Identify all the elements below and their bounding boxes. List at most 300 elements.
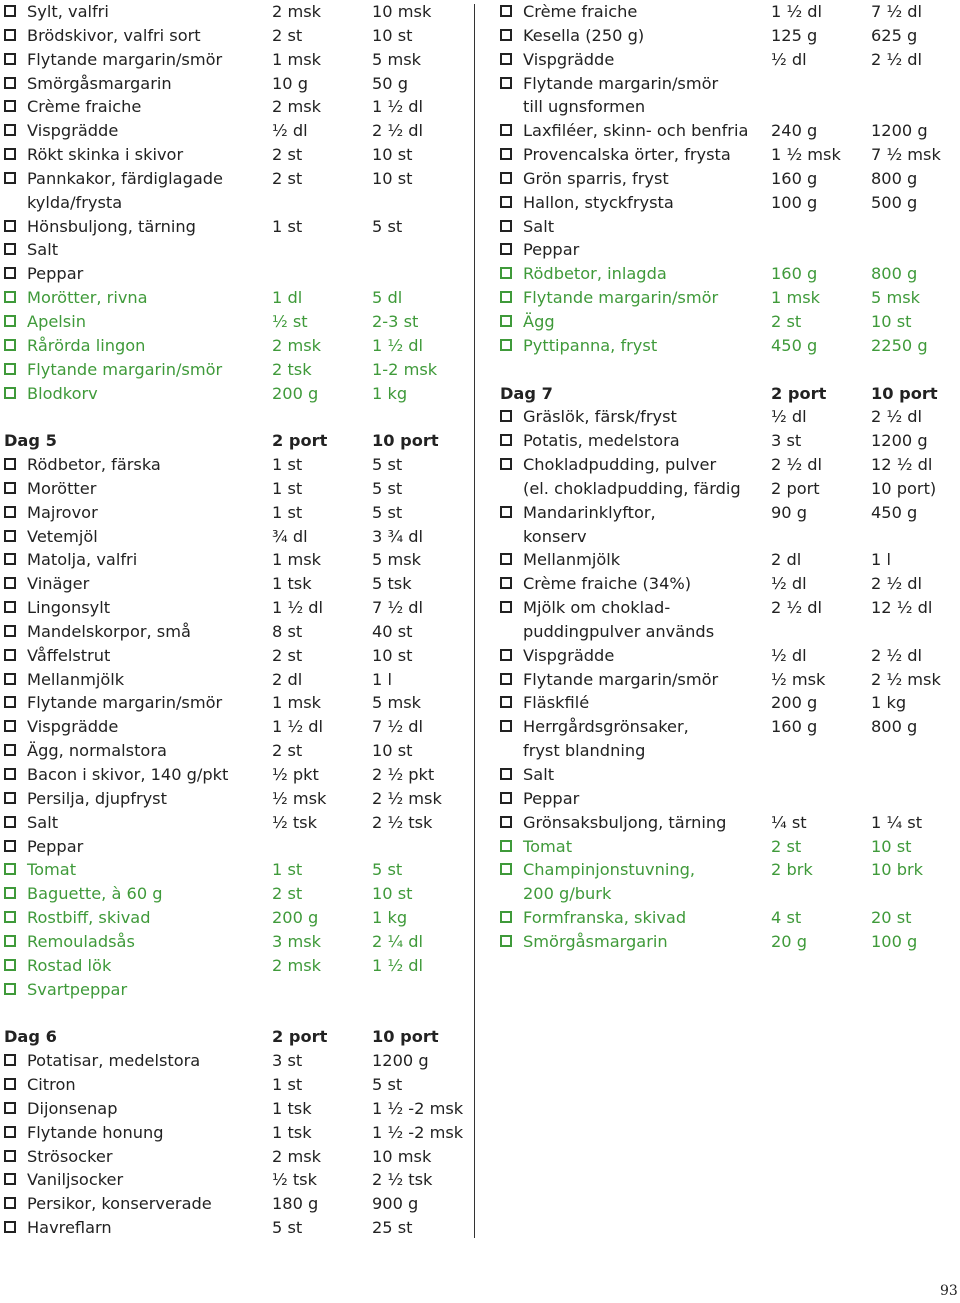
ingredient-row — [4, 858, 474, 882]
ingredient-row — [4, 119, 474, 143]
checkbox-icon[interactable] — [4, 482, 16, 494]
checkbox-icon[interactable] — [4, 673, 16, 685]
checkbox-icon[interactable] — [4, 553, 16, 565]
checkbox-icon[interactable] — [500, 5, 512, 17]
ingredient-name: Crème fraiche — [27, 97, 142, 117]
ingredient-row — [4, 477, 474, 501]
checkbox-icon[interactable] — [500, 577, 512, 589]
ingredient-name: Rödbetor, färska — [27, 455, 161, 475]
amount-2-port: ½ tsk — [272, 1170, 317, 1190]
ingredient-name: Smörgåsmargarin — [27, 73, 172, 93]
checkbox-icon[interactable] — [4, 1126, 16, 1138]
amount-10-port: 800 g — [871, 717, 918, 737]
checkbox-icon[interactable] — [4, 577, 16, 589]
ingredient-row — [500, 572, 955, 596]
checkbox-icon[interactable] — [4, 339, 16, 351]
ingredient-name: Tomat — [27, 860, 77, 880]
amount-10-port: 625 g — [871, 25, 918, 45]
ingredient-row — [4, 191, 474, 215]
ingredient-name: Rostad lök — [27, 955, 112, 975]
amount-2-port: 1 st — [272, 478, 303, 498]
amount-2-port: 200 g — [272, 908, 319, 928]
checkbox-icon[interactable] — [4, 1102, 16, 1114]
amount-10-port: 450 g — [871, 502, 918, 522]
amount-10-port: 2 ½ dl — [871, 407, 923, 427]
ingredient-row — [4, 668, 474, 692]
checkbox-icon[interactable] — [4, 768, 16, 780]
amount-2-port: 4 st — [771, 908, 802, 928]
checkbox-icon[interactable] — [500, 410, 512, 422]
checkbox-icon[interactable] — [500, 935, 512, 947]
checkbox-icon[interactable] — [4, 983, 16, 995]
ingredient-name: Gräslök, färsk/fryst — [523, 407, 677, 427]
ingredient-name: Formfranska, skivad — [523, 908, 687, 928]
checkbox-icon[interactable] — [500, 124, 512, 136]
amount-10-port: 2 ½ dl — [871, 574, 923, 594]
ingredient-name: konserv — [523, 526, 587, 546]
ingredient-name: Pyttipanna, fryst — [523, 335, 658, 355]
checkbox-icon[interactable] — [4, 863, 16, 875]
checkbox-icon[interactable] — [4, 1054, 16, 1066]
checkbox-icon[interactable] — [500, 148, 512, 160]
checkbox-icon[interactable] — [4, 530, 16, 542]
amount-10-port: 20 st — [871, 908, 912, 928]
checkbox-icon[interactable] — [4, 506, 16, 518]
amount-2-port: 160 g — [771, 168, 818, 188]
checkbox-icon[interactable] — [4, 935, 16, 947]
checkbox-icon[interactable] — [500, 196, 512, 208]
amount-2-port: 180 g — [272, 1194, 319, 1214]
amount-10-port: 10 msk — [372, 2, 432, 21]
checkbox-icon[interactable] — [4, 601, 16, 613]
checkbox-icon[interactable] — [500, 29, 512, 41]
ingredient-row — [4, 24, 474, 48]
checkbox-icon[interactable] — [500, 434, 512, 446]
ingredient-name: Flytande margarin/smör — [27, 693, 223, 713]
ingredient-row — [4, 1097, 474, 1121]
amount-2-port: 1 ½ msk — [771, 145, 841, 165]
ingredient-name: Potatis, medelstora — [523, 431, 680, 451]
amount-10-port: 5 msk — [372, 693, 422, 713]
checkbox-icon[interactable] — [4, 840, 16, 852]
amount-10-port: 1 ½ dl — [372, 955, 424, 975]
ingredient-name: Salt — [523, 216, 555, 236]
amount-10-port: 7 ½ dl — [871, 2, 923, 21]
checkbox-icon[interactable] — [4, 315, 16, 327]
amount-2-port: 2 msk — [272, 2, 322, 21]
ingredient-name: Vispgrädde — [27, 717, 119, 737]
ingredient-row — [500, 739, 955, 763]
ingredient-row — [4, 95, 474, 119]
ingredient-row — [4, 453, 474, 477]
checkbox-icon[interactable] — [4, 172, 16, 184]
amount-2-port: 160 g — [771, 717, 818, 737]
ingredient-name: Mellanmjölk — [27, 669, 125, 689]
ingredient-row — [500, 262, 955, 286]
amount-10-port: 5 msk — [372, 49, 422, 69]
ingredient-row — [500, 644, 955, 668]
checkbox-icon[interactable] — [4, 625, 16, 637]
checkbox-icon[interactable] — [4, 100, 16, 112]
ingredient-name: Vispgrädde — [523, 49, 615, 69]
checkbox-icon[interactable] — [4, 1221, 16, 1233]
ingredient-row — [4, 715, 474, 739]
ingredient-row — [4, 811, 474, 835]
amount-10-port: 2-3 st — [372, 311, 419, 331]
amount-2-port: ½ tsk — [272, 812, 317, 832]
ingredient-row — [4, 334, 474, 358]
amount-10-port: 2 ¼ dl — [372, 931, 424, 951]
ingredient-name: Hallon, styckfrysta — [523, 192, 674, 212]
checkbox-icon[interactable] — [500, 267, 512, 279]
ingredient-row — [4, 525, 474, 549]
ingredient-name: Mjölk om choklad- — [523, 598, 671, 618]
amount-2-port: 10 g — [272, 73, 309, 93]
ingredient-name: Blodkorv — [27, 383, 98, 403]
amount-2-port: 100 g — [771, 192, 818, 212]
ingredient-name: Majrovor — [27, 502, 98, 522]
amount-2-port: ½ dl — [771, 645, 807, 665]
amount-2-port: 1 msk — [272, 693, 322, 713]
ingredient-name: Peppar — [523, 240, 580, 260]
column-divider — [474, 4, 475, 1238]
amount-2-port: 8 st — [272, 621, 303, 641]
checkbox-icon[interactable] — [500, 768, 512, 780]
amount-10-port: 7 ½ dl — [372, 717, 424, 737]
checkbox-icon[interactable] — [4, 77, 16, 89]
checkbox-icon[interactable] — [4, 1197, 16, 1209]
ingredient-row — [500, 48, 955, 72]
amount-2-port: 1 msk — [272, 550, 322, 570]
checkbox-icon[interactable] — [500, 911, 512, 923]
ingredient-name: Morötter, rivna — [27, 288, 148, 308]
checkbox-icon[interactable] — [4, 887, 16, 899]
amount-2-port: 1 st — [272, 502, 303, 522]
ingredient-name: Salt — [27, 812, 59, 832]
ingredient-name: Peppar — [27, 264, 84, 284]
amount-10-port: 5 st — [372, 860, 403, 880]
amount-2-port: 90 g — [771, 502, 808, 522]
checkbox-icon[interactable] — [4, 959, 16, 971]
ingredient-name: Sylt, valfri — [27, 2, 109, 21]
checkbox-icon[interactable] — [4, 816, 16, 828]
ingredient-name: Kesella (250 g) — [523, 25, 645, 45]
amount-2-port: 2 msk — [272, 1146, 322, 1166]
amount-10-port: 500 g — [871, 192, 918, 212]
amount-10-port: 1 ½ -2 msk — [372, 1122, 464, 1142]
checkbox-icon[interactable] — [4, 1078, 16, 1090]
portions-10-header: 10 port — [372, 1027, 439, 1047]
amount-2-port: 1 tsk — [272, 1098, 312, 1118]
amount-2-port: ½ dl — [771, 574, 807, 594]
checkbox-icon[interactable] — [4, 148, 16, 160]
ingredient-row — [4, 978, 474, 1002]
ingredient-name: Crème fraiche (34%) — [523, 574, 692, 594]
ingredient-row — [500, 191, 955, 215]
amount-10-port: 2 ½ msk — [871, 669, 941, 689]
checkbox-icon[interactable] — [500, 696, 512, 708]
ingredient-row — [4, 310, 474, 334]
ingredient-name: 200 g/burk — [523, 884, 612, 904]
ingredient-row — [500, 238, 955, 262]
amount-2-port: 20 g — [771, 931, 808, 951]
amount-2-port: ½ st — [272, 311, 308, 331]
amount-2-port: ½ msk — [771, 669, 826, 689]
amount-10-port: 12 ½ dl — [871, 455, 933, 475]
amount-10-port: 7 ½ dl — [372, 598, 424, 618]
checkbox-icon[interactable] — [500, 77, 512, 89]
checkbox-icon[interactable] — [4, 243, 16, 255]
amount-10-port: 2 ½ dl — [871, 645, 923, 665]
amount-10-port: 1 l — [372, 669, 392, 689]
checkbox-icon[interactable] — [4, 220, 16, 232]
ingredient-name: Peppar — [27, 836, 84, 856]
amount-10-port: 3 ¾ dl — [372, 526, 424, 546]
ingredient-row — [4, 572, 474, 596]
checkbox-icon[interactable] — [4, 720, 16, 732]
checkbox-icon[interactable] — [4, 363, 16, 375]
amount-2-port: 2 st — [272, 145, 303, 165]
ingredient-row — [500, 24, 955, 48]
amount-2-port: ¼ st — [771, 812, 807, 832]
ingredient-row — [4, 286, 474, 310]
section-spacer — [4, 405, 474, 429]
checkbox-icon[interactable] — [500, 816, 512, 828]
ingredient-name: Mandelskorpor, små — [27, 621, 191, 641]
left-ingredient-column — [4, 0, 474, 1240]
amount-10-port: 10 st — [372, 884, 413, 904]
checkbox-icon[interactable] — [500, 53, 512, 65]
amount-2-port: 1 st — [272, 216, 303, 236]
section-spacer — [500, 358, 955, 382]
checkbox-icon[interactable] — [4, 1150, 16, 1162]
amount-2-port: 2 msk — [272, 335, 322, 355]
amount-10-port: 1-2 msk — [372, 359, 438, 379]
portions-10-header: 10 port — [871, 383, 938, 403]
amount-10-port: 2 ½ pkt — [372, 765, 435, 784]
ingredient-name: Citron — [27, 1074, 76, 1094]
ingredient-row — [500, 310, 955, 334]
amount-2-port: 2 st — [272, 741, 303, 761]
ingredient-row — [4, 143, 474, 167]
ingredient-row — [4, 1121, 474, 1145]
ingredient-row — [4, 1192, 474, 1216]
amount-10-port: 40 st — [372, 621, 413, 641]
checkbox-icon[interactable] — [500, 458, 512, 470]
amount-10-port: 1200 g — [871, 431, 928, 451]
ingredient-row — [4, 739, 474, 763]
checkbox-icon[interactable] — [4, 387, 16, 399]
amount-10-port: 5 st — [372, 478, 403, 498]
amount-2-port: 2 port — [771, 478, 820, 498]
ingredient-row — [4, 1216, 474, 1240]
ingredient-name: Persikor, konserverade — [27, 1194, 212, 1214]
ingredient-row — [500, 143, 955, 167]
ingredient-row — [4, 48, 474, 72]
ingredient-name: Salt — [27, 240, 59, 260]
amount-2-port: 125 g — [771, 25, 818, 45]
checkbox-icon[interactable] — [4, 744, 16, 756]
checkbox-icon[interactable] — [500, 673, 512, 685]
amount-2-port: 200 g — [771, 693, 818, 713]
ingredient-row — [4, 501, 474, 525]
ingredient-name: Baguette, à 60 g — [27, 884, 163, 904]
ingredient-name: Flytande honung — [27, 1122, 164, 1142]
amount-10-port: 1 ¼ st — [871, 812, 923, 832]
amount-10-port: 10 st — [871, 311, 912, 331]
ingredient-name: Flytande margarin/smör — [523, 669, 719, 689]
amount-10-port: 2250 g — [871, 335, 928, 355]
amount-2-port: 5 st — [272, 1218, 303, 1238]
ingredient-row — [500, 525, 955, 549]
ingredient-row — [500, 668, 955, 692]
amount-2-port: 2 st — [272, 884, 303, 904]
amount-2-port: 1 msk — [771, 288, 821, 308]
ingredient-row — [4, 72, 474, 96]
amount-10-port: 800 g — [871, 168, 918, 188]
ingredient-name: Hönsbuljong, tärning — [27, 216, 196, 236]
ingredient-row — [4, 167, 474, 191]
amount-2-port: 2 st — [771, 836, 802, 856]
amount-10-port: 1 ½ -2 msk — [372, 1098, 464, 1118]
ingredient-name: Flytande margarin/smör — [523, 73, 719, 93]
ingredient-row — [4, 0, 474, 24]
amount-10-port: 1 ½ dl — [372, 97, 424, 117]
amount-10-port: 2 ½ msk — [372, 788, 442, 808]
ingredient-row — [500, 286, 955, 310]
amount-10-port: 5 st — [372, 502, 403, 522]
ingredient-name: Svartpeppar — [27, 979, 128, 999]
amount-2-port: 1 msk — [272, 49, 322, 69]
ingredient-name: Flytande margarin/smör — [523, 288, 719, 308]
checkbox-icon[interactable] — [4, 911, 16, 923]
amount-10-port: 12 ½ dl — [871, 598, 933, 618]
ingredient-name: Smörgåsmargarin — [523, 931, 668, 951]
day-header — [4, 1025, 474, 1049]
checkbox-icon[interactable] — [4, 53, 16, 65]
checkbox-icon[interactable] — [4, 291, 16, 303]
ingredient-row — [500, 691, 955, 715]
checkbox-icon[interactable] — [4, 29, 16, 41]
ingredient-row — [4, 906, 474, 930]
ingredient-name: Vispgrädde — [27, 121, 119, 141]
checkbox-icon[interactable] — [500, 863, 512, 875]
checkbox-icon[interactable] — [4, 696, 16, 708]
ingredient-name: Remouladsås — [27, 931, 135, 951]
checkbox-icon[interactable] — [500, 601, 512, 613]
ingredient-row — [4, 1049, 474, 1073]
amount-2-port: 240 g — [771, 121, 818, 141]
ingredient-row — [500, 858, 955, 882]
amount-10-port: 2 ½ tsk — [372, 1170, 433, 1190]
checkbox-icon[interactable] — [4, 5, 16, 17]
ingredient-name: Vinäger — [27, 574, 90, 594]
ingredient-row — [500, 906, 955, 930]
ingredient-row — [4, 620, 474, 644]
ingredient-row — [500, 930, 955, 954]
amount-10-port: 10 brk — [871, 860, 924, 880]
amount-10-port: 2 ½ tsk — [372, 812, 433, 832]
amount-2-port: 2 st — [771, 311, 802, 331]
checkbox-icon[interactable] — [500, 291, 512, 303]
checkbox-icon[interactable] — [500, 792, 512, 804]
amount-2-port: 1 dl — [272, 288, 303, 308]
ingredient-row — [500, 72, 955, 96]
checkbox-icon[interactable] — [500, 243, 512, 255]
ingredient-row — [4, 1145, 474, 1169]
amount-2-port: ½ pkt — [272, 765, 319, 784]
amount-2-port: 2 ½ dl — [771, 598, 823, 618]
amount-10-port: 1 kg — [372, 383, 408, 403]
ingredient-row — [4, 358, 474, 382]
amount-10-port: 800 g — [871, 264, 918, 284]
checkbox-icon[interactable] — [500, 553, 512, 565]
ingredient-row — [500, 548, 955, 572]
ingredient-row — [500, 501, 955, 525]
checkbox-icon[interactable] — [4, 792, 16, 804]
ingredient-name: Brödskivor, valfri sort — [27, 25, 201, 45]
ingredient-row — [500, 596, 955, 620]
checkbox-icon[interactable] — [500, 315, 512, 327]
checkbox-icon[interactable] — [4, 1173, 16, 1185]
checkbox-icon[interactable] — [4, 649, 16, 661]
ingredient-name: Flytande margarin/smör — [27, 359, 223, 379]
ingredient-row — [500, 119, 955, 143]
ingredient-row — [500, 811, 955, 835]
ingredient-name: Herrgårdsgrönsaker, — [523, 717, 689, 737]
ingredient-name: Flytande margarin/smör — [27, 49, 223, 69]
ingredient-name: till ugnsformen — [523, 97, 646, 117]
checkbox-icon[interactable] — [4, 458, 16, 470]
amount-2-port: ½ dl — [771, 407, 807, 427]
amount-10-port: 10 st — [372, 145, 413, 165]
ingredient-name: Rårörda lingon — [27, 335, 146, 355]
ingredient-name: Mellanmjölk — [523, 550, 621, 570]
checkbox-icon[interactable] — [500, 720, 512, 732]
day-header — [4, 429, 474, 453]
ingredient-row — [500, 715, 955, 739]
checkbox-icon[interactable] — [500, 172, 512, 184]
ingredient-row — [4, 1073, 474, 1097]
amount-10-port: 100 g — [871, 931, 918, 951]
checkbox-icon[interactable] — [500, 506, 512, 518]
ingredient-name: Havreflarn — [27, 1218, 112, 1238]
checkbox-icon[interactable] — [500, 220, 512, 232]
ingredient-name: Strösocker — [27, 1146, 113, 1166]
ingredient-name: Crème fraiche — [523, 2, 638, 21]
amount-2-port: 2 brk — [771, 860, 813, 880]
ingredient-name: Mandarinklyftor, — [523, 502, 656, 522]
checkbox-icon[interactable] — [4, 267, 16, 279]
amount-10-port: 10 st — [871, 836, 912, 856]
checkbox-icon[interactable] — [500, 649, 512, 661]
ingredient-name: Lingonsylt — [27, 598, 111, 618]
checkbox-icon[interactable] — [4, 124, 16, 136]
ingredient-name: Ägg, normalstora — [27, 741, 167, 761]
amount-2-port: 450 g — [771, 335, 818, 355]
ingredient-row — [500, 405, 955, 429]
ingredient-row — [500, 763, 955, 787]
ingredient-name: Chokladpudding, pulver — [523, 455, 717, 475]
amount-2-port: 2 ½ dl — [771, 455, 823, 475]
ingredient-name: Pannkakor, färdiglagade — [27, 168, 224, 188]
checkbox-icon[interactable] — [500, 339, 512, 351]
ingredient-row — [4, 215, 474, 239]
amount-10-port: 2 ½ dl — [372, 121, 424, 141]
checkbox-icon[interactable] — [500, 840, 512, 852]
right-ingredient-column — [500, 0, 955, 954]
ingredient-name: Tomat — [523, 836, 573, 856]
